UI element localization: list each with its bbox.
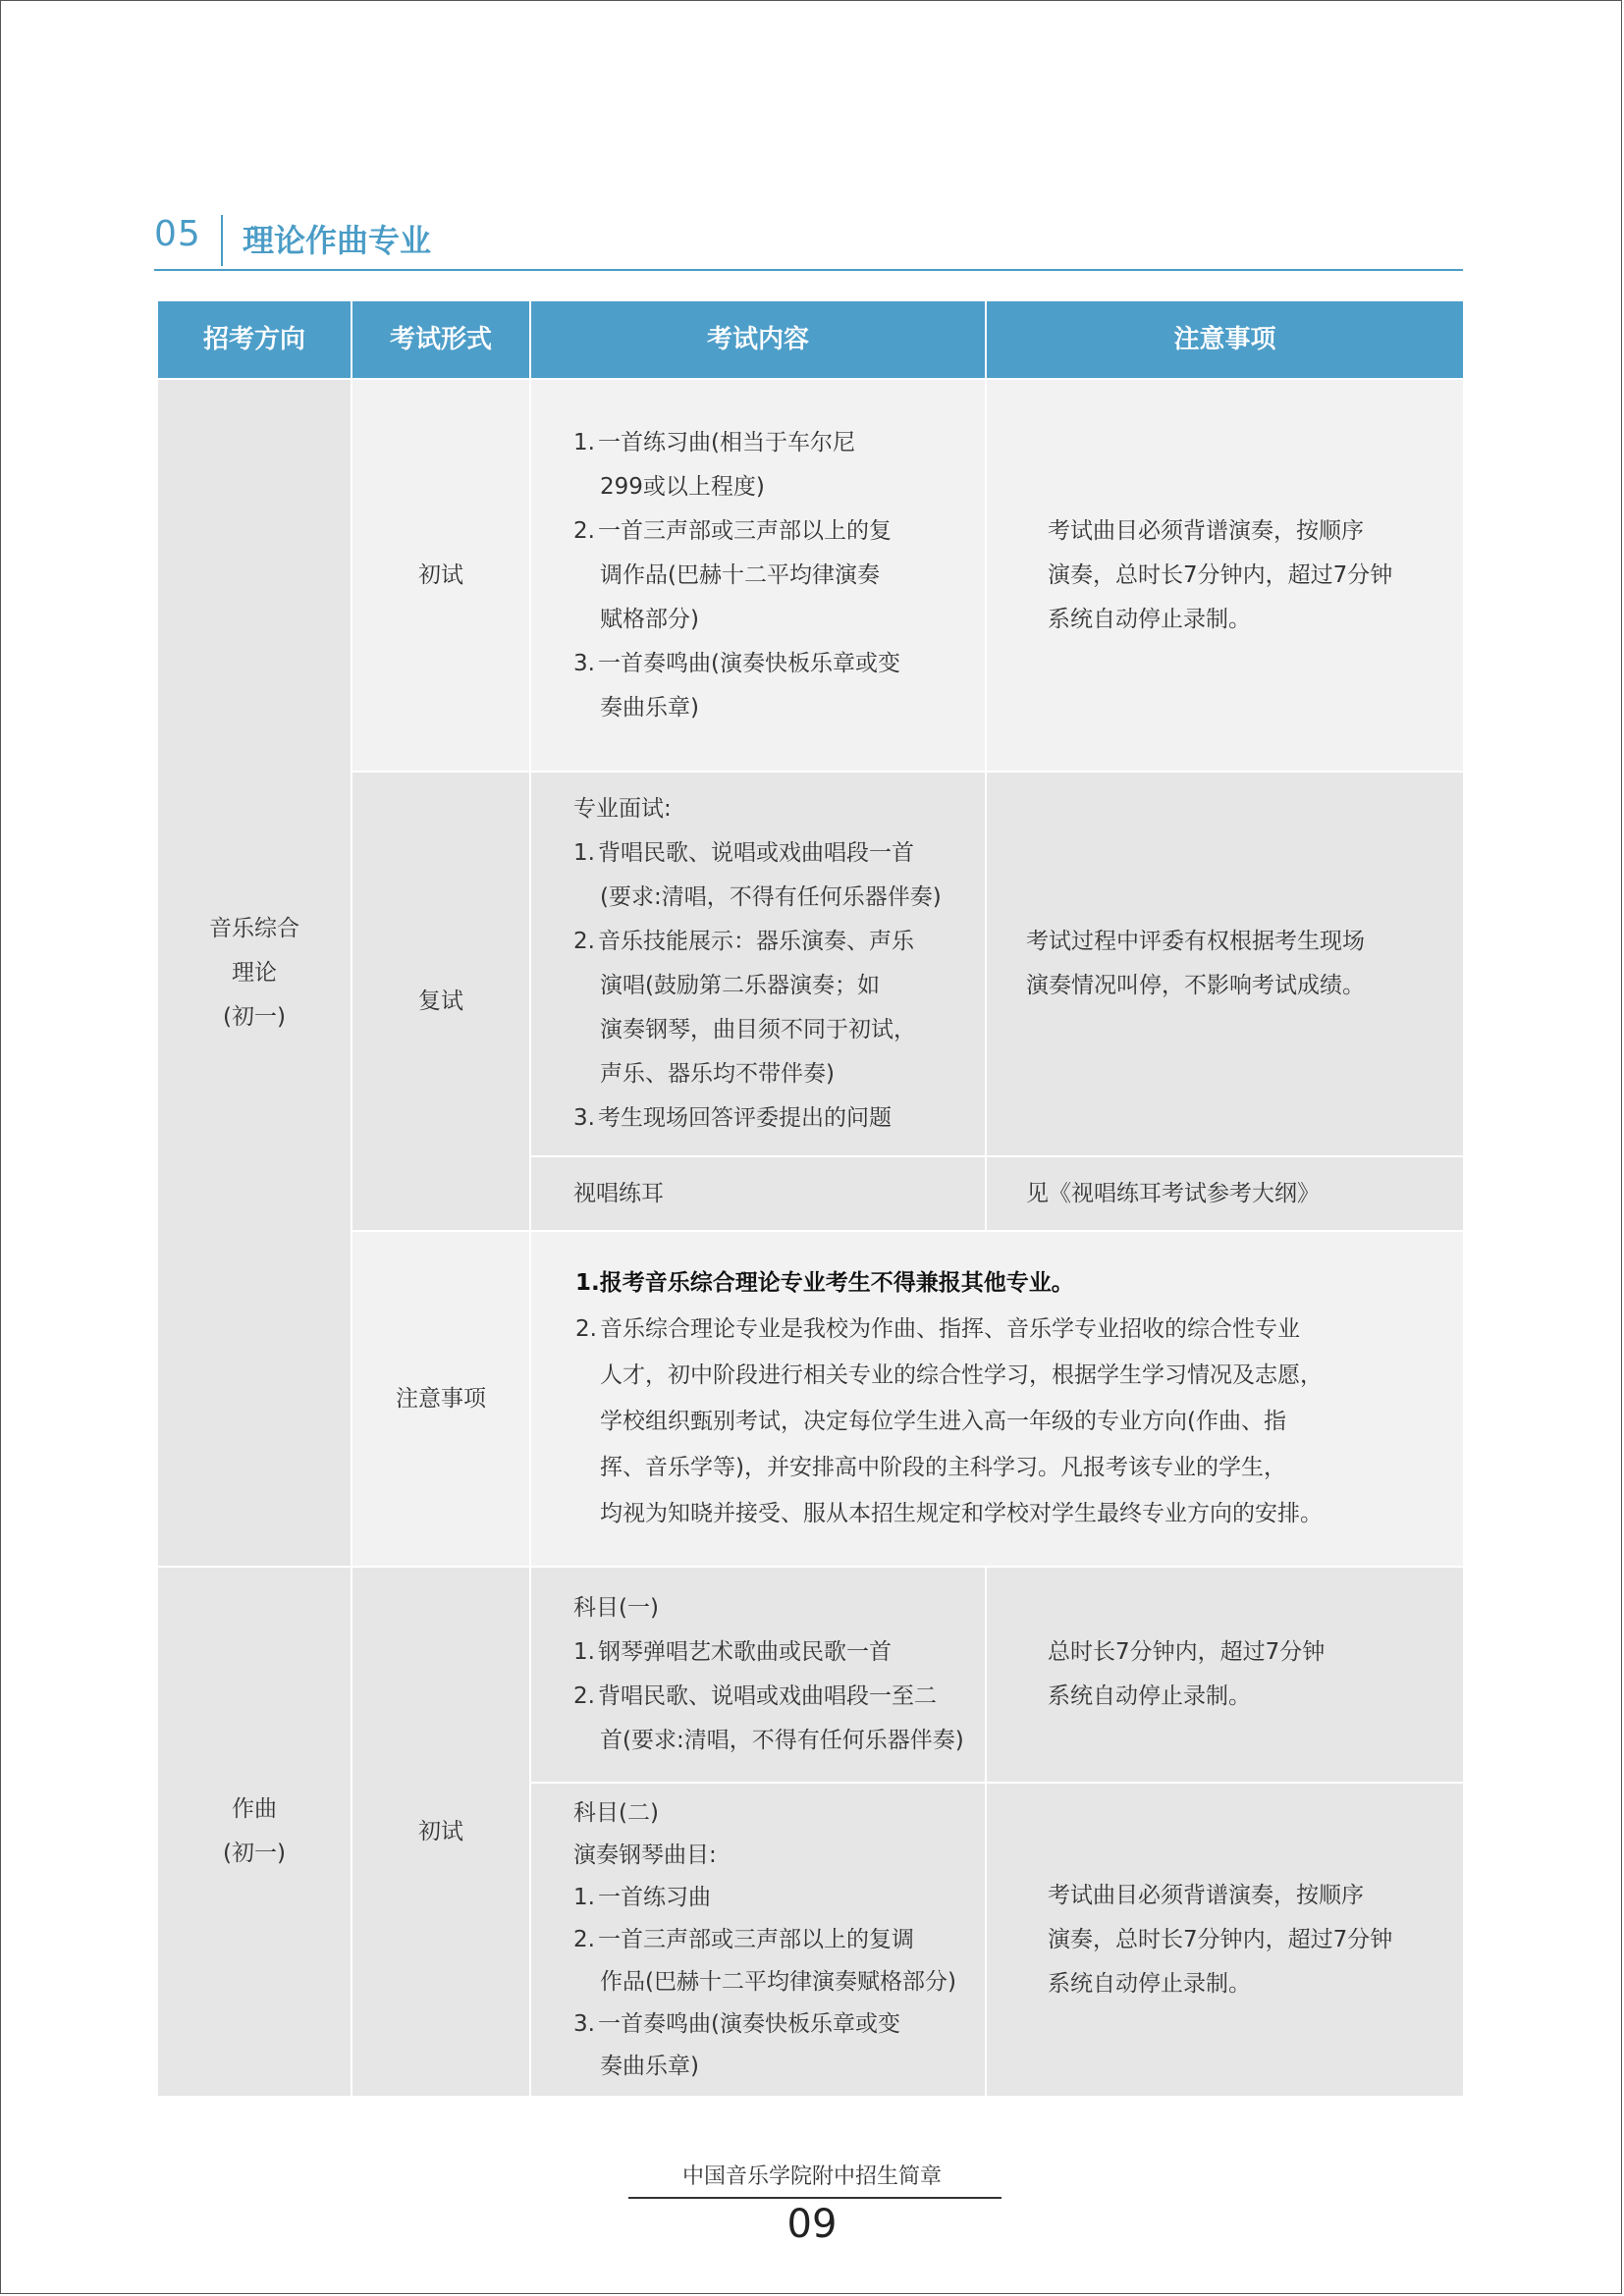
footer-line [628,2197,1001,2199]
attention-line: 学校组织甄别考试，决定每位学生进入高一年级的专业方向(作曲、指 [600,1409,1286,1434]
form-composition-prelim: 初试 [352,1567,530,2097]
attention-content [530,1231,1464,1567]
attention-item-2: 2. 音乐综合理论专业是我校为作曲、指挥、音乐学专业招收的综合性专业 人才，初中阶段进行相关专业的综合性学习，根据学生学习情况及志愿， 学校组织甄别考试，决定每位学生进入高一年级的专业方向(作曲、指 挥、音乐学等)，并安排高中阶段的主科学习。凡报考该专业的学生， 均视为知晓并接受、服从本招生规定和学校对学生最终专业方向的安排。 [575,1307,1424,1537]
list-item-line: 奏曲乐章) [600,694,699,721]
list-item-number: 2. [573,929,595,954]
content-prelim [530,379,986,772]
form-prelim: 初试 [352,379,530,772]
footer-title: 中国音乐学院附中招生简章 [681,2164,942,2189]
content-subject-1 [530,1567,986,1783]
notes-retest: 考试过程中评委有权根据考生现场 演奏情况叫停，不影响考试成绩。 [986,772,1464,1156]
list-item-line: 钢琴弹唱艺术歌曲或民歌一首 [598,1639,892,1665]
exam-table [156,299,1465,2098]
list-item-line: 一首练习曲 [598,1884,711,1910]
list-item [573,1630,965,1675]
table-row [157,1567,1464,1783]
table-row [157,772,1464,1156]
list-item-line: 声乐、器乐均不带伴奏) [600,1061,835,1087]
list-item [573,1675,965,1763]
list-item-line: 音乐技能展示：器乐演奏、声乐 [598,929,914,954]
direction-music-theory: 音乐综合 理论 (初一) [157,379,352,1567]
list-item-line: (要求:清唱，不得有任何乐器伴奏) [600,884,942,910]
list-item [573,642,965,730]
header-notes: 注意事项 [986,300,1464,379]
list-item-line: 299或以上程度) [600,473,765,500]
list-item [573,831,965,920]
sight-singing-note: 见《视唱练耳考试参考大纲》 [986,1156,1464,1231]
section-number: 05 [154,214,201,254]
notes-subject-1: 总时长7分钟内，超过7分钟 系统自动停止录制。 [986,1567,1464,1783]
attention-line: 均视为知晓并接受、服从本招生规定和学校对学生最终专业方向的安排。 [600,1501,1323,1526]
subject-2-intro: 演奏钢琴曲目: [573,1842,717,1868]
subject-2-title: 科目(二) [573,1799,659,1826]
list-item-number: 3. [573,2010,595,2037]
list-item-number: 2. [573,517,595,544]
table-row [157,1231,1464,1567]
header-form: 考试形式 [352,300,530,379]
notes-subject-2: 考试曲目必须背谱演奏，按顺序 演奏，总时长7分钟内，超过7分钟 系统自动停止录制。 [986,1783,1464,2097]
list-item-line: 一首奏鸣曲(演奏快板乐章或变 [598,2010,900,2037]
list-item-line: 演唱(鼓励第二乐器演奏；如 [600,973,880,998]
list-item [573,2003,965,2088]
list-item [573,920,965,1096]
list-item-number: 2. [573,1683,595,1709]
list-item [573,1096,965,1141]
list-item-number: 3. [573,1105,595,1131]
page-number: 09 [786,2202,838,2247]
sight-singing: 视唱练耳 [530,1156,986,1231]
list-item-number: 1. [573,1639,595,1665]
list-item-line: 赋格部分) [600,606,699,632]
attention-line: 挥、音乐学等)，并安排高中阶段的主科学习。凡报考该专业的学生， [600,1455,1286,1480]
attention-item-1: 1.报考音乐综合理论专业考生不得兼报其他专业。 [575,1270,1074,1296]
notes-prelim: 考试曲目必须背谱演奏，按顺序 演奏，总时长7分钟内，超过7分钟 系统自动停止录制。 [986,379,1464,772]
list-item-line: 一首三声部或三声部以上的复调 [598,1926,914,1952]
section-title: 理论作曲专业 [243,222,432,259]
form-retest: 复试 [352,772,530,1231]
list-item [573,421,965,509]
list-item-line: 调作品(巴赫十二平均律演奏 [600,561,880,588]
list-item-number: 2. [573,1926,595,1952]
list-item-line: 奏曲乐章) [600,2053,699,2079]
list-item [573,509,965,642]
list-item-number: 1. [573,1884,595,1910]
list-item-line: 首(要求:清唱，不得有任何乐器伴奏) [600,1728,964,1753]
retest-intro: 专业面试: [573,796,672,822]
section-header [154,210,1463,271]
list-item-line: 一首练习曲(相当于车尔尼 [598,429,855,455]
direction-composition: 作曲 (初一) [157,1567,352,2097]
list-item-line: 演奏钢琴，曲目须不同于初试， [600,1017,916,1042]
list-item-line: 背唱民歌、说唱或戏曲唱段一至二 [598,1683,937,1709]
list-item-number: 1. [573,840,595,866]
list-item-line: 一首奏鸣曲(演奏快板乐章或变 [598,650,900,676]
list-item-number: 3. [573,650,595,676]
attention-line: 音乐综合理论专业是我校为作曲、指挥、音乐学专业招收的综合性专业 [600,1316,1300,1342]
content-subject-2 [530,1783,986,2097]
list-item-line: 作品(巴赫十二平均律演奏赋格部分) [600,1968,956,1995]
section-divider [221,215,223,266]
table-row [157,379,1464,772]
list-item [573,1919,965,2003]
table-header-row [157,300,1464,379]
header-direction: 招考方向 [157,300,352,379]
list-item-line: 考生现场回答评委提出的问题 [598,1105,892,1131]
list-item-line: 一首三声部或三声部以上的复 [598,517,892,544]
header-content: 考试内容 [530,300,986,379]
list-item [573,1877,965,1919]
attention-line: 人才，初中阶段进行相关专业的综合性学习，根据学生学习情况及志愿， [600,1362,1323,1388]
list-item-line: 背唱民歌、说唱或戏曲唱段一首 [598,840,914,866]
form-attention: 注意事项 [352,1231,530,1567]
content-retest [530,772,986,1156]
list-item-number: 1. [573,429,595,455]
subject-1-title: 科目(一) [573,1595,659,1621]
